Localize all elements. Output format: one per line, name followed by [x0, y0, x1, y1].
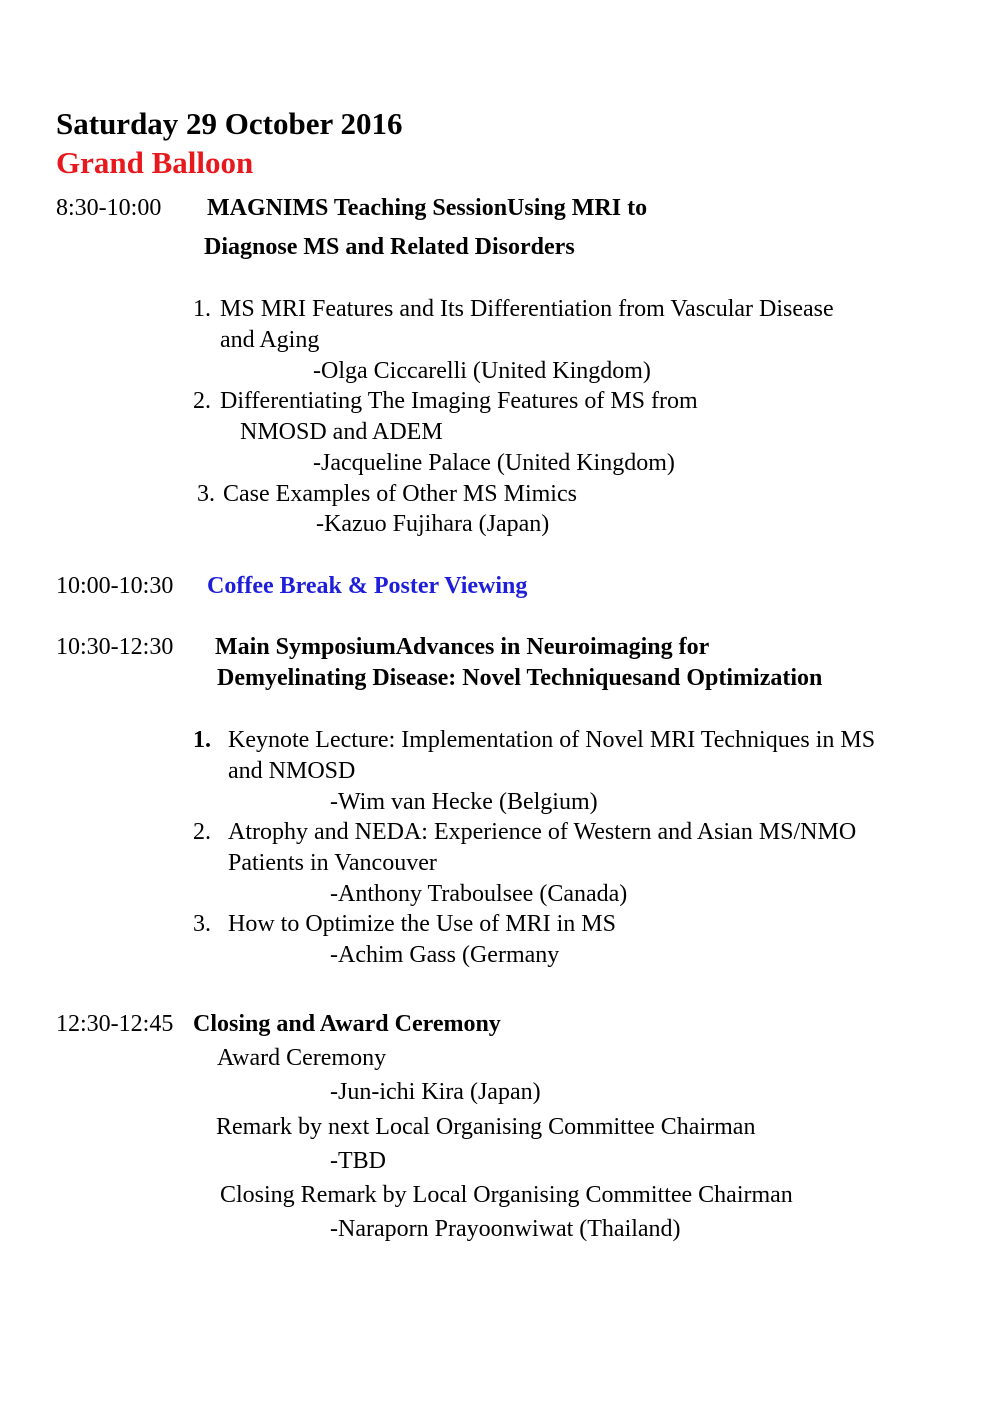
session2-title-line1: Main SymposiumAdvances in Neuroimaging for	[215, 634, 710, 660]
session3-item1-speaker: -Jun-ichi Kira (Japan)	[330, 1079, 541, 1105]
session2-item2-title: Atrophy and NEDA: Experience of Western and Asian MS/NMO	[228, 819, 857, 845]
session1-item3-speaker: -Kazuo Fujihara (Japan)	[316, 511, 550, 537]
session1-time: 8:30-10:00	[56, 195, 162, 221]
session1-item1-num: 1.	[193, 296, 211, 322]
session2-item1-title-cont: and NMOSD	[228, 758, 356, 784]
session2-title-line2: Demyelinating Disease: Novel Techniquesand Optimization	[217, 665, 823, 691]
session1-item3-title: Case Examples of Other MS Mimics	[223, 481, 577, 507]
session1-item3-num: 3.	[197, 481, 215, 507]
session1-item2-title: Differentiating The Imaging Features of MS from	[220, 388, 698, 414]
session3-item2-label: Remark by next Local Organising Committee Chairman	[216, 1114, 756, 1140]
page-title: Saturday 29 October 2016	[56, 106, 403, 141]
session1-item1-title: MS MRI Features and Its Differentiation from Vascular Disease	[220, 296, 834, 322]
session3-item1-label: Award Ceremony	[217, 1045, 387, 1071]
session2-item1-num: 1.	[193, 727, 211, 753]
session2-time: 10:30-12:30	[56, 634, 174, 660]
session3-item2-speaker: -TBD	[330, 1148, 386, 1174]
session3-item3-label: Closing Remark by Local Organising Committee Chairman	[220, 1182, 793, 1208]
session1-title-line1: MAGNIMS Teaching SessionUsing MRI to	[207, 195, 648, 221]
session2-item3-speaker: -Achim Gass (Germany	[330, 942, 560, 968]
session2-item1-speaker: -Wim van Hecke (Belgium)	[330, 789, 598, 815]
session2-item3-title: How to Optimize the Use of MRI in MS	[228, 911, 616, 937]
session1-item1-speaker: -Olga Ciccarelli (United Kingdom)	[313, 358, 651, 384]
session1-item2-num: 2.	[193, 388, 211, 414]
session3-time: 12:30-12:45	[56, 1011, 174, 1037]
session2-item2-num: 2.	[193, 819, 211, 845]
session3-item3-speaker: -Naraporn Prayoonwiwat (Thailand)	[330, 1216, 681, 1242]
session1-item2-title-cont: NMOSD and ADEM	[240, 419, 443, 445]
session1-item2-speaker: -Jacqueline Palace (United Kingdom)	[313, 450, 675, 476]
break-time: 10:00-10:30	[56, 573, 174, 599]
session2-item2-title-cont: Patients in Vancouver	[228, 850, 437, 876]
session2-item2-speaker: -Anthony Traboulsee (Canada)	[330, 881, 628, 907]
venue-heading: Grand Balloon	[56, 145, 254, 180]
session1-title-line2: Diagnose MS and Related Disorders	[204, 234, 575, 260]
session1-item1-title-cont: and Aging	[220, 327, 320, 353]
session2-item3-num: 3.	[193, 911, 211, 937]
session2-item1-title: Keynote Lecture: Implementation of Novel MRI Techniques in MS	[228, 727, 876, 753]
coffee-break-label: Coffee Break & Poster Viewing	[207, 573, 528, 599]
session3-title: Closing and Award Ceremony	[193, 1011, 501, 1037]
